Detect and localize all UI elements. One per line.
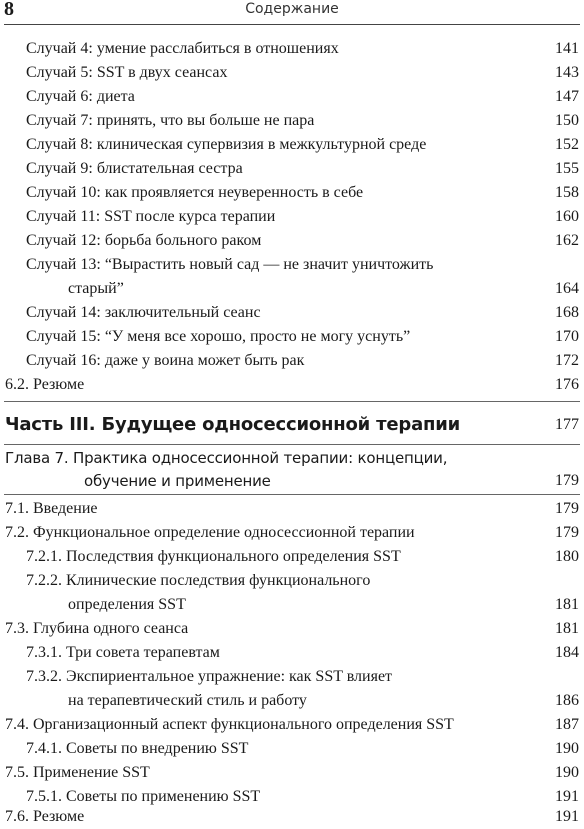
toc-entry-title: Случай 15: “У меня все хорошо, просто не могу уснуть” bbox=[26, 328, 411, 345]
toc-entry-case-16 bbox=[26, 349, 304, 373]
toc-page-number: 160 bbox=[555, 208, 579, 225]
toc-entry-title: 7.6. Резюме bbox=[5, 808, 85, 825]
toc-page-number: 187 bbox=[555, 716, 579, 733]
page-header bbox=[0, 0, 584, 24]
toc-entry-section-7-4-1 bbox=[26, 737, 248, 761]
toc-page-number: 143 bbox=[555, 64, 579, 81]
toc-entry-title-line-1: 7.3.2. Экспириентальное упражнение: как SST влияет bbox=[26, 668, 393, 685]
chapter-title-line-1: Глава 7. Практика односессионной терапии: концепции, bbox=[5, 449, 448, 467]
toc-entry-section-7-3-2 bbox=[26, 665, 392, 713]
toc-page-number: 155 bbox=[555, 160, 579, 177]
toc-chapter-heading bbox=[5, 447, 447, 493]
toc-entry-title: Случай 8: клиническая супервизия в межкультурной среде bbox=[26, 136, 427, 153]
section-divider bbox=[4, 494, 580, 495]
toc-entry-case-4 bbox=[26, 37, 339, 61]
toc-entry-case-11 bbox=[26, 205, 275, 229]
toc-entry-section-7-3-1 bbox=[26, 641, 220, 665]
toc-entry-section-7-1 bbox=[5, 497, 98, 521]
toc-entry-title: 7.5.1. Советы по применению SST bbox=[26, 788, 261, 805]
toc-part-heading: Часть III. Будущее односессионной терапии bbox=[5, 414, 461, 435]
toc-entry-title: Случай 9: блистательная сестра bbox=[26, 160, 243, 177]
toc-entry-title: Случай 14: заключительный сеанс bbox=[26, 304, 261, 321]
toc-entry-title: 7.2. Функциональное определение односессионной терапии bbox=[5, 524, 415, 541]
toc-page-number: 179 bbox=[555, 524, 579, 541]
page-number: 8 bbox=[4, 0, 14, 20]
toc-page-number: 191 bbox=[555, 788, 579, 805]
running-title: Содержание bbox=[245, 1, 339, 17]
section-divider bbox=[4, 401, 580, 402]
toc-entry-case-9 bbox=[26, 157, 243, 181]
toc-entry-case-6 bbox=[26, 85, 135, 109]
toc-entry-section-7-5 bbox=[5, 761, 150, 785]
toc-entry-section-7-2-2 bbox=[26, 569, 370, 617]
toc-entry-title: 7.3.1. Три совета терапевтам bbox=[26, 644, 220, 661]
toc-entry-title: Случай 7: принять, что вы больше не пара bbox=[26, 112, 315, 129]
toc-entry-section-7-4 bbox=[5, 713, 454, 737]
toc-entry-case-8 bbox=[26, 133, 426, 157]
toc-entry-title: 7.2.1. Последствия функционального определения SST bbox=[26, 548, 401, 565]
toc-page-number: 152 bbox=[555, 136, 579, 153]
toc-page-number: 179 bbox=[555, 500, 579, 517]
toc-page-number: 184 bbox=[555, 644, 579, 661]
toc-entry-case-10 bbox=[26, 181, 363, 205]
toc-page-number: 181 bbox=[555, 596, 579, 613]
toc-entry-title-line-2: определения SST bbox=[68, 596, 186, 613]
toc-entry-title: Случай 4: умение расслабиться в отношениях bbox=[26, 40, 339, 57]
toc-entry-title: Случай 5: SST в двух сеансах bbox=[26, 64, 228, 81]
toc-entry-section-7-2 bbox=[5, 521, 415, 545]
toc-entry-title: 6.2. Резюме bbox=[5, 376, 85, 393]
toc-page-number: 158 bbox=[555, 184, 579, 201]
toc-page-number: 186 bbox=[555, 692, 579, 709]
toc-entry-title: Случай 6: диета bbox=[26, 88, 135, 105]
toc-entry-case-13 bbox=[26, 253, 433, 301]
toc-page-number: 168 bbox=[555, 304, 579, 321]
toc-page-number: 147 bbox=[555, 88, 579, 105]
toc-entry-title-line-1: 7.2.2. Клинические последствия функционального bbox=[26, 572, 371, 589]
toc-entry-title: 7.4.1. Советы по внедрению SST bbox=[26, 740, 249, 757]
toc-entry-title: 7.1. Введение bbox=[5, 500, 98, 517]
toc-entry-section-7-6 bbox=[5, 805, 84, 829]
toc-entry-title: Случай 12: борьба больного раком bbox=[26, 232, 262, 249]
toc-entry-section-7-3 bbox=[5, 617, 188, 641]
toc-entry-title: 7.3. Глубина одного сеанса bbox=[5, 620, 189, 637]
toc-entry-title: Случай 16: даже у воина может быть рак bbox=[26, 352, 305, 369]
toc-entry-title-line-2: старый” bbox=[68, 280, 124, 297]
toc-entry-case-5 bbox=[26, 61, 227, 85]
toc-page-number: 181 bbox=[555, 620, 579, 637]
toc-entry-title: 7.5. Применение SST bbox=[5, 764, 150, 781]
section-divider bbox=[4, 444, 580, 445]
toc-page-number: 172 bbox=[555, 352, 579, 369]
toc-entry-case-7 bbox=[26, 109, 314, 133]
chapter-title-line-2: обучение и применение bbox=[84, 472, 271, 490]
toc-page-number: 190 bbox=[555, 764, 579, 781]
toc-entry-case-12 bbox=[26, 229, 261, 253]
toc-entry-section-7-2-1 bbox=[26, 545, 401, 569]
toc-entry-case-14 bbox=[26, 301, 261, 325]
toc-page-number: 191 bbox=[555, 808, 579, 825]
toc-page-number: 141 bbox=[555, 40, 579, 57]
toc-entry-section-6-2 bbox=[5, 373, 84, 397]
toc-entry-title: Случай 11: SST после курса терапии bbox=[26, 208, 276, 225]
toc-page-number: 170 bbox=[555, 328, 579, 345]
toc-page-number: 179 bbox=[555, 472, 579, 489]
toc-page-number: 150 bbox=[555, 112, 579, 129]
toc-entry-title: 7.4. Организационный аспект функционального определения SST bbox=[5, 716, 454, 733]
toc-entry-title-line-1: Случай 13: “Вырастить новый сад — не значит уничтожить bbox=[26, 256, 434, 273]
toc-page-number: 177 bbox=[555, 416, 579, 433]
toc-entry-title: Случай 10: как проявляется неуверенность в себе bbox=[26, 184, 364, 201]
toc-page-number: 164 bbox=[555, 280, 579, 297]
toc-page-number: 180 bbox=[555, 548, 579, 565]
toc-entry-title-line-2: на терапевтический стиль и работу bbox=[68, 692, 307, 709]
toc-page-number: 190 bbox=[555, 740, 579, 757]
header-rule bbox=[4, 24, 580, 25]
toc-entry-case-15 bbox=[26, 325, 410, 349]
toc-page-number: 176 bbox=[555, 376, 579, 393]
toc-page-number: 162 bbox=[555, 232, 579, 249]
